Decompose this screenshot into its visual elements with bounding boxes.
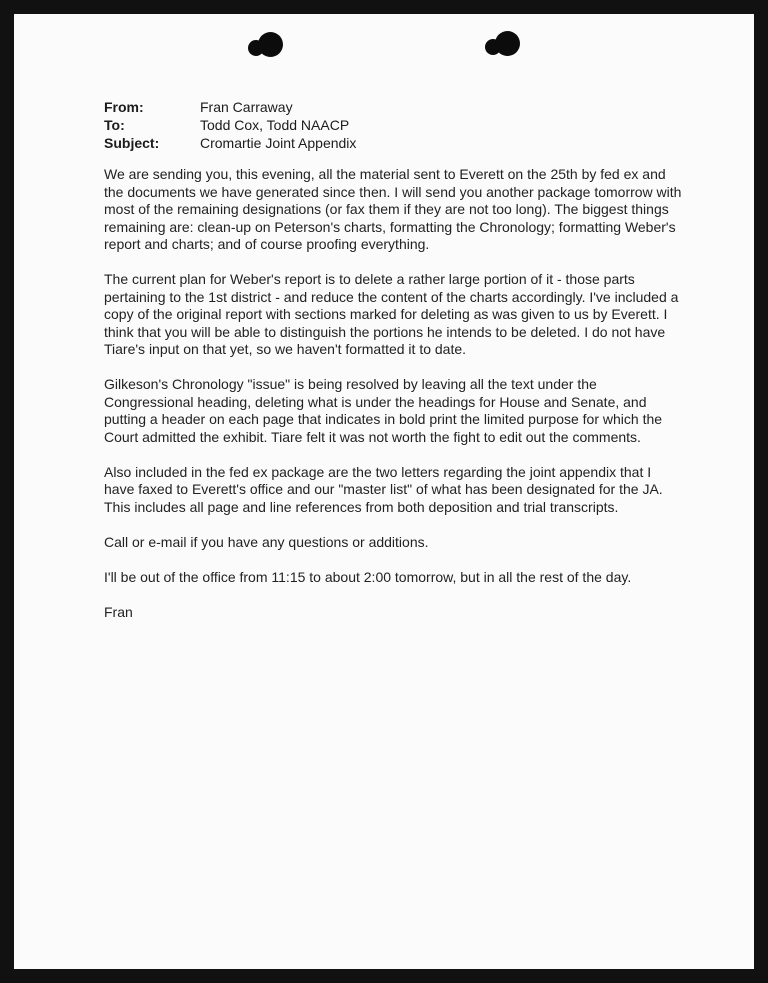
paragraph-1: We are sending you, this evening, all the material sent to Everett on the 25th by fed ex and the documents we have generated since then. I will send you another package tomorrow with most of the remaining designations (or fax them if they are not too long). The biggest things remaining are: clean-up on Peterson's charts, formatting the Chronology; formatting Weber's report and charts; and of course proofing everything.: [104, 166, 682, 252]
from-label: From:: [104, 99, 144, 115]
paragraph-5: Call or e-mail if you have any questions or additions.: [104, 533, 429, 550]
to-value: Todd Cox, Todd NAACP: [200, 117, 350, 133]
paragraph-2: The current plan for Weber's report is to delete a rather large portion of it - those parts pertaining to the 1st district - and reduce the content of the charts accordingly. I've included a copy of the original report with sections marked for deleting as was given to us by Everett. I think that you will be able to distinguish the portions he intends to be deleted. I do not have Tiare's input on that yet, so we haven't formatted it to date.: [104, 271, 679, 357]
subject-label: Subject:: [104, 135, 160, 151]
subject-value: Cromartie Joint Appendix: [200, 135, 357, 151]
from-value: Fran Carraway: [200, 99, 293, 115]
to-label: To:: [104, 117, 125, 133]
paragraph-3: Gilkeson's Chronology "issue" is being resolved by leaving all the text under the Congressional heading, deleting what is under the headings for House and Senate, and putting a header on each page that indicates in bold print the limited purpose for which the Court admitted the exhibit. Tiare felt it was not worth the fight to edit out the comments.: [104, 376, 663, 445]
to-row: [104, 116, 356, 134]
paragraph-4: Also included in the fed ex package are the two letters regarding the joint appendix that I have faxed to Everett's office and our "master list" of what has been designated for the JA. This includes all page and line references from both deposition and trial transcripts.: [104, 463, 663, 515]
punch-hole-right-b: [495, 31, 520, 56]
punch-hole-left-b: [258, 32, 283, 57]
memo-body: [104, 166, 684, 639]
paragraph-6: I'll be out of the office from 11:15 to about 2:00 tomorrow, but in all the rest of the day.: [104, 568, 632, 585]
document-page: [14, 14, 754, 969]
subject-row: [104, 134, 356, 152]
signature: Fran: [104, 603, 133, 620]
memo-header: [104, 98, 356, 152]
from-row: [104, 98, 356, 116]
